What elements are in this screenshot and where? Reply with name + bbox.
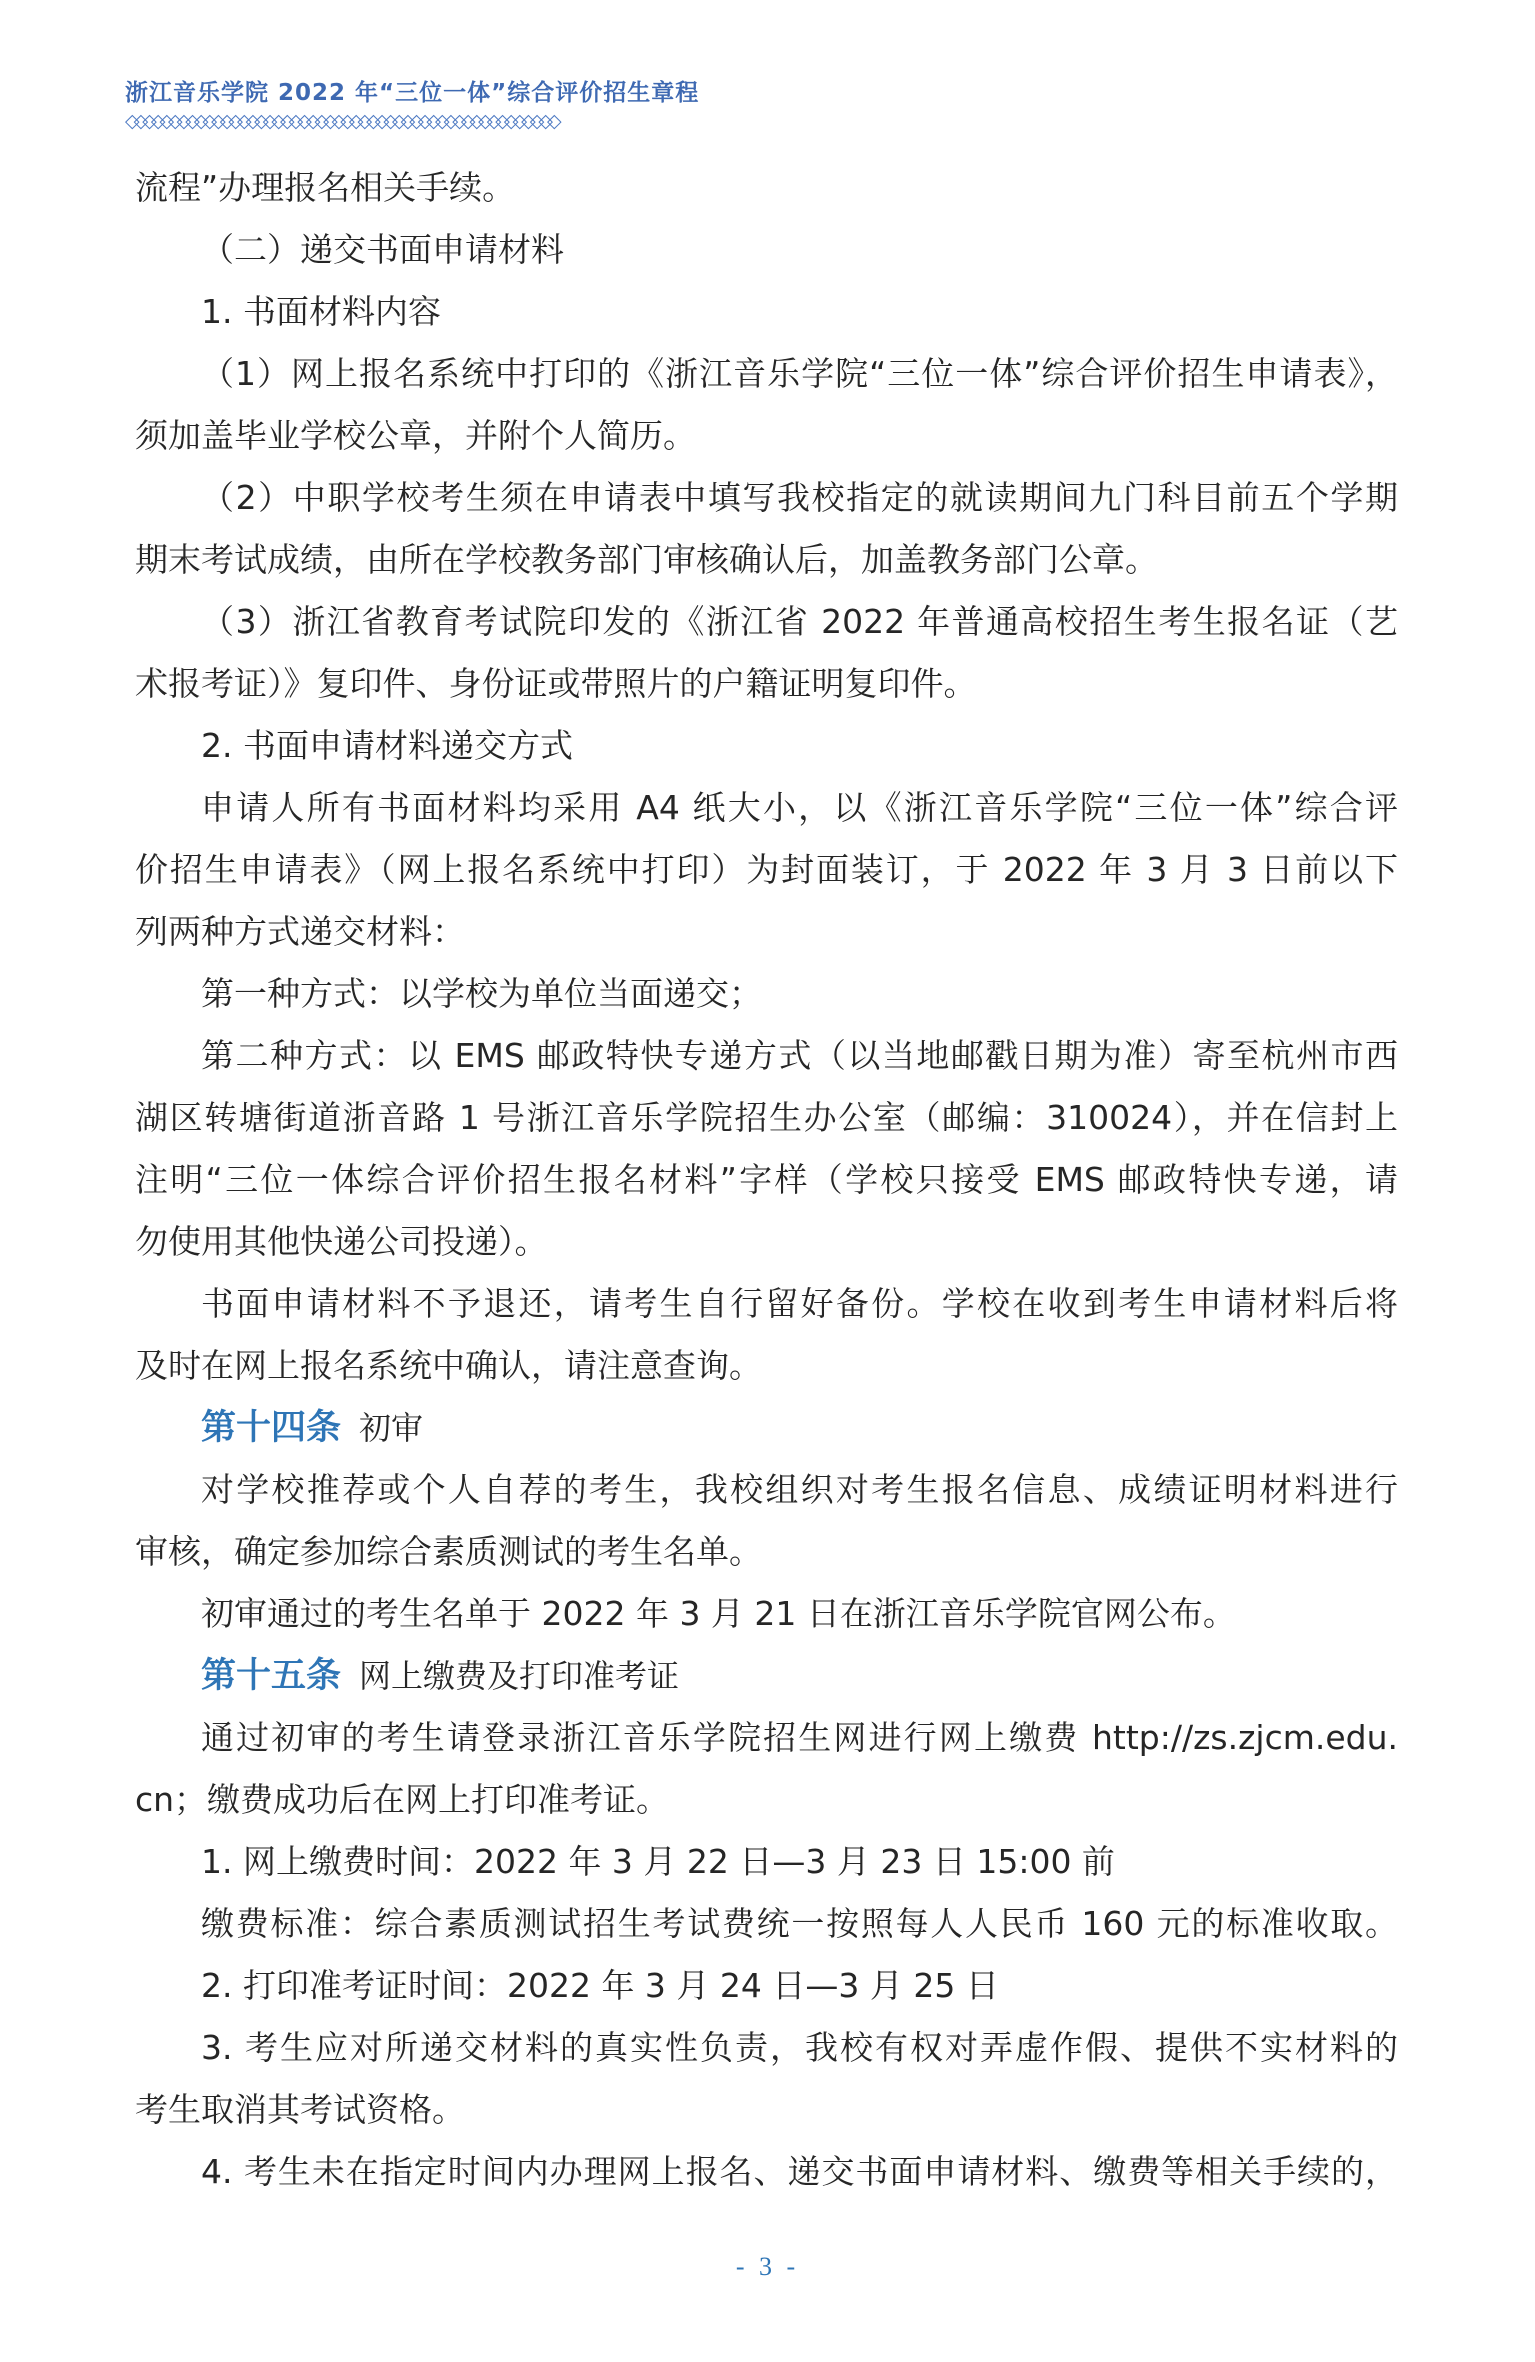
text-line — [135, 839, 1398, 901]
text-line — [135, 281, 1398, 343]
text-line — [135, 1459, 1398, 1521]
text-line — [135, 1707, 1398, 1769]
text-line — [135, 1769, 1398, 1831]
text-line — [135, 1955, 1398, 2017]
text-line — [135, 1087, 1398, 1149]
line-text: 申请人所有书面材料均采用 A4 纸大小，以《浙江音乐学院“三位一体”综合评 — [201, 788, 1398, 827]
line-text: 注明“三位一体综合评价招生报名材料”字样（学校只接受 EMS 邮政特快专递，请 — [135, 1160, 1398, 1199]
line-text: 初审通过的考生名单于 2022 年 3 月 21 日在浙江音乐学院官网公布。 — [201, 1594, 1236, 1633]
text-line — [135, 1893, 1398, 1955]
text-line — [135, 901, 1398, 963]
article-number: 第十四条 — [201, 1408, 342, 1448]
text-line — [135, 2141, 1398, 2203]
text-line — [135, 529, 1398, 591]
page-header — [125, 74, 1415, 131]
line-text: 初审 — [359, 1409, 424, 1447]
line-text: 缴费标准：综合素质测试招生考试费统一按照每人人民币 160 元的标准收取。 — [201, 1904, 1398, 1943]
line-text: 1. 网上缴费时间：2022 年 3 月 22 日—3 月 23 日 15:00 前 — [201, 1842, 1115, 1881]
text-line — [135, 1273, 1398, 1335]
line-text: cn；缴费成功后在网上打印准考证。 — [135, 1780, 670, 1819]
line-text: （二）递交书面申请材料 — [201, 230, 564, 269]
line-text: 对学校推荐或个人自荐的考生，我校组织对考生报名信息、成绩证明材料进行 — [201, 1470, 1398, 1509]
text-line — [135, 1397, 1398, 1459]
line-text: 价招生申请表》（网上报名系统中打印）为封面装订，于 2022 年 3 月 3 日前以下 — [135, 850, 1398, 889]
line-text: （1）网上报名系统中打印的《浙江音乐学院“三位一体”综合评价招生申请表》， — [201, 354, 1398, 393]
text-line — [135, 1831, 1398, 1893]
text-line — [135, 2017, 1398, 2079]
line-text: 网上缴费及打印准考证 — [359, 1657, 680, 1695]
line-text: 术报考证）》复印件、身份证或带照片的户籍证明复印件。 — [135, 664, 977, 703]
text-line — [135, 1645, 1398, 1707]
article-number: 第十五条 — [201, 1656, 342, 1696]
page-footer — [0, 2252, 1535, 2282]
line-text: 1. 书面材料内容 — [201, 292, 441, 331]
text-line — [135, 777, 1398, 839]
line-text: 流程”办理报名相关手续。 — [135, 168, 516, 207]
line-text: 列两种方式递交材料： — [135, 912, 465, 951]
line-text: 审核，确定参加综合素质测试的考生名单。 — [135, 1532, 762, 1571]
text-line — [135, 1211, 1398, 1273]
line-text: 须加盖毕业学校公章，并附个人简历。 — [135, 416, 696, 455]
text-line — [135, 405, 1398, 467]
text-line — [135, 653, 1398, 715]
text-line — [135, 591, 1398, 653]
line-text: 书面申请材料不予退还，请考生自行留好备份。学校在收到考生申请材料后将 — [201, 1284, 1398, 1323]
text-line — [135, 715, 1398, 777]
line-text: 3. 考生应对所递交材料的真实性负责，我校有权对弄虚作假、提供不实材料的 — [201, 2028, 1398, 2067]
text-line — [135, 2079, 1398, 2141]
diamond-divider: ◇◇◇◇◇◇◇◇◇◇◇◇◇◇◇◇◇◇◇◇◇◇◇◇◇◇◇◇◇◇◇◇◇◇◇◇◇◇◇◇◇◇◇◇◇◇◇◇◇◇ — [125, 112, 556, 131]
line-text: 通过初审的考生请登录浙江音乐学院招生网进行网上缴费 http://zs.zjcm.edu. — [201, 1718, 1398, 1757]
text-line — [135, 343, 1398, 405]
text-line — [135, 219, 1398, 281]
text-line — [135, 1149, 1398, 1211]
line-text: 及时在网上报名系统中确认，请注意查询。 — [135, 1346, 762, 1385]
line-text: 2. 书面申请材料递交方式 — [201, 726, 573, 765]
text-line — [135, 1521, 1398, 1583]
document-title: 浙江音乐学院 2022 年“三位一体”综合评价招生章程 — [125, 80, 700, 106]
line-text: 湖区转塘街道浙音路 1 号浙江音乐学院招生办公室（邮编：310024），并在信封上 — [135, 1098, 1398, 1137]
page-number: - 3 - — [735, 2252, 800, 2281]
line-text: （2）中职学校考生须在申请表中填写我校指定的就读期间九门科目前五个学期 — [201, 478, 1398, 517]
text-line — [135, 467, 1398, 529]
text-line — [135, 1025, 1398, 1087]
line-text: 勿使用其他快递公司投递）。 — [135, 1222, 548, 1261]
line-text: 第二种方式：以 EMS 邮政特快专递方式（以当地邮戳日期为准）寄至杭州市西 — [201, 1036, 1398, 1075]
line-text: 第一种方式：以学校为单位当面递交； — [201, 974, 762, 1013]
text-line — [135, 1335, 1398, 1397]
text-line — [135, 1583, 1398, 1645]
line-text: 4. 考生未在指定时间内办理网上报名、递交书面申请材料、缴费等相关手续的， — [201, 2152, 1398, 2191]
line-text: 期末考试成绩，由所在学校教务部门审核确认后，加盖教务部门公章。 — [135, 540, 1158, 579]
line-text: （3）浙江省教育考试院印发的《浙江省 2022 年普通高校招生考生报名证（艺 — [201, 602, 1398, 641]
text-line — [135, 963, 1398, 1025]
line-text: 考生取消其考试资格。 — [135, 2090, 465, 2129]
text-line — [135, 157, 1398, 219]
document-body — [135, 157, 1398, 2203]
line-text: 2. 打印准考证时间：2022 年 3 月 24 日—3 月 25 日 — [201, 1966, 999, 2005]
